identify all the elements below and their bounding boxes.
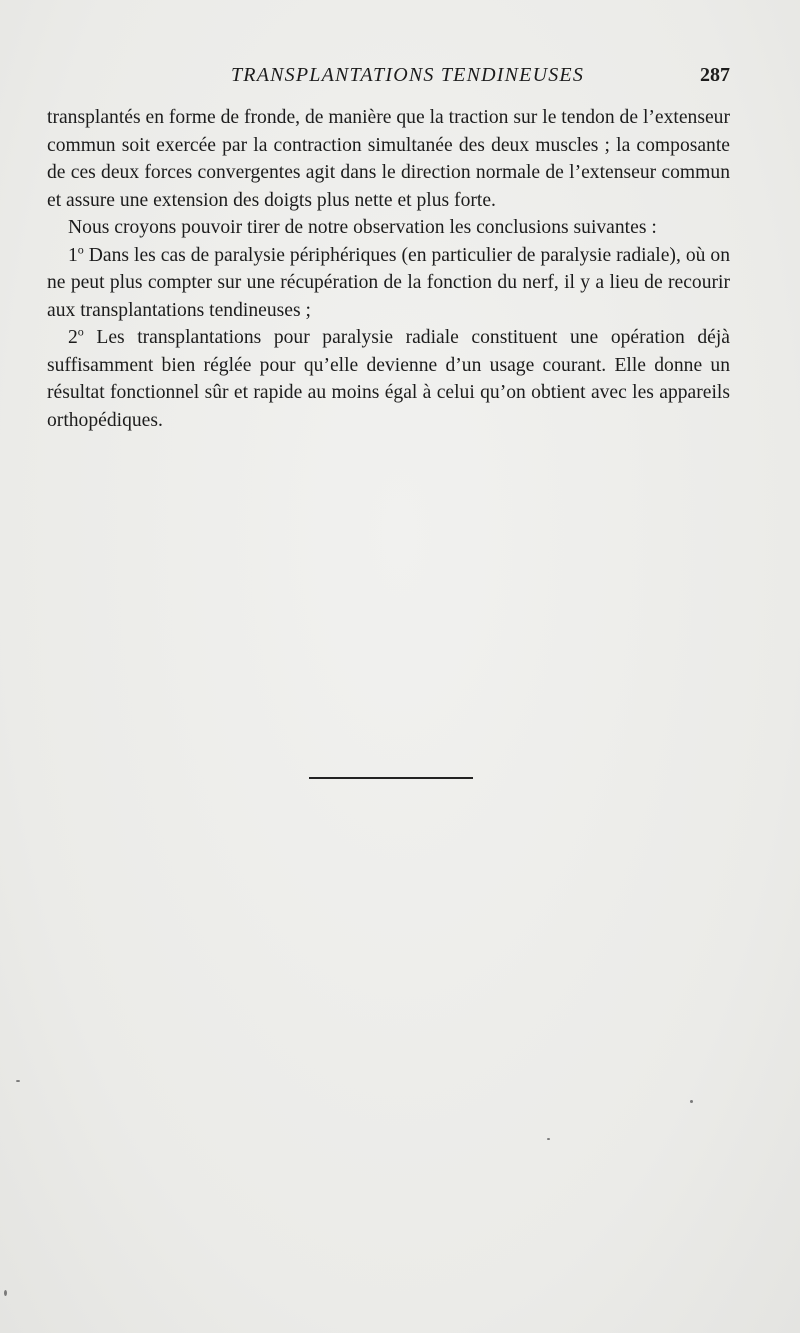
- paper-speck: [4, 1290, 7, 1296]
- paper-speck: [16, 1080, 20, 1082]
- conclusion-item-1: [47, 242, 730, 325]
- ordinal-superscript: o: [77, 324, 84, 339]
- section-end-rule: [309, 777, 473, 779]
- running-title: TRANSPLANTATIONS TENDINEUSES: [230, 64, 585, 86]
- ordinal-superscript: o: [77, 241, 84, 256]
- paragraph-conclusions-intro: Nous croyons pouvoir tirer de notre observation les conclusions suivantes :: [68, 217, 657, 238]
- page-number: 287: [700, 64, 730, 86]
- paragraph-continuation: transplantés en forme de fronde, de manière que la traction sur le tendon de l’extenseur commun soit exercée par la contraction simultanée des deux muscles ; la composante de ces deux forces convergentes agit dans le direction normale de l’extenseur commun et assure une extension des doigts plus nette et plus forte.: [47, 107, 730, 211]
- paper-speck: [690, 1100, 693, 1103]
- paper-speck: [547, 1138, 550, 1140]
- running-header: [47, 64, 730, 94]
- item-text: Les transplantations pour paralysie radiale constituent une opération déjà suffisamment bien réglée pour qu’elle devienne d’un usage courant. Elle donne un résultat fonctionnel sûr et rapide au moins égal à celui qu’on obtient avec les appareils orthopédiques.: [47, 327, 730, 431]
- conclusion-item-2: [47, 324, 730, 434]
- item-text: Dans les cas de paralysie périphériques (en particulier de paralysie radiale), où on ne peut plus compter sur une récupération de la fonction du nerf, il y a lieu de recourir aux transplantations tendineuses ;: [47, 244, 730, 321]
- body-text: [47, 104, 730, 434]
- item-number: 2: [68, 327, 78, 348]
- item-number: 1: [68, 244, 78, 266]
